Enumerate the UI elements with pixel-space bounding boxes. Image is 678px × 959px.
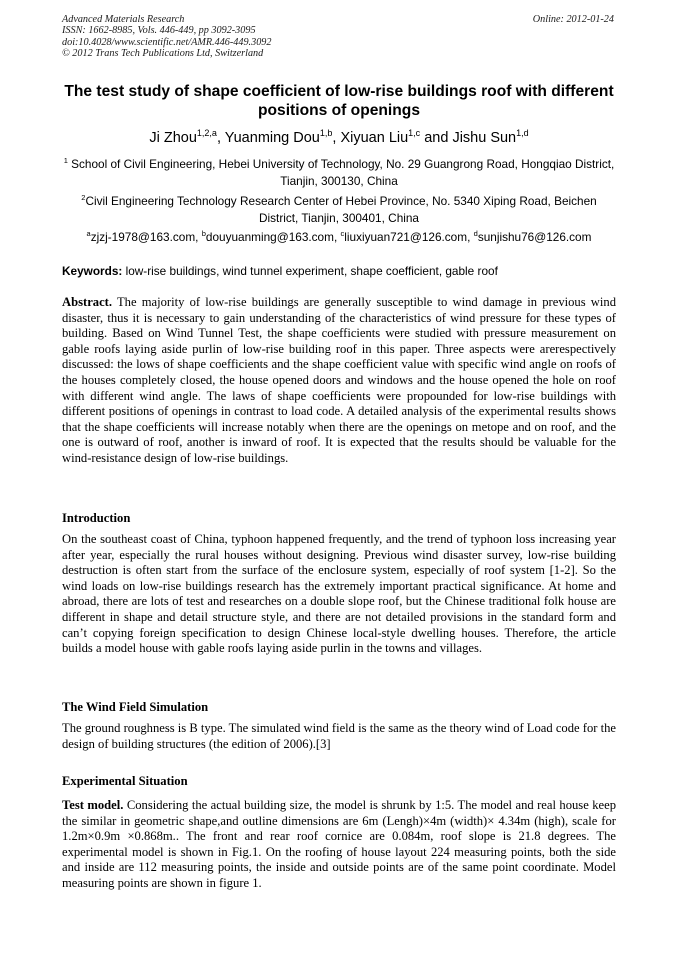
- abstract: [62, 295, 616, 467]
- affiliation-text: School of Civil Engineering, Hebei University of Technology, No. 29 Guangrong Road, Hongqiao District, Tianjin, 300130, China: [67, 157, 615, 188]
- affiliation-mark: 1: [63, 156, 68, 165]
- section-heading-experimental: Experimental Situation: [62, 774, 188, 788]
- email-separator: ,: [195, 230, 202, 244]
- affiliation-2: [62, 193, 616, 226]
- author-separator: and: [420, 130, 453, 146]
- test-model-text: Considering the actual building size, the model is shrunk by 1:5. The model and real house keep the similar in geometric shape,and outline dimensions are 6m (Lengh)×4m (width)× 4.34m (high), scale for 1.2m×0.9m ×0.868m.. The front and rear roof cornice are 0.084m, roof slope is 21.8 degrees. The experimental model is shown in Fig.1. On the roofing of house layout 224 measuring points, both the side and inside are 112 measuring points, the inside and outside points are of the same point coordinate. Model measuring points are shown in figure 1.: [62, 798, 617, 890]
- journal-header: [62, 14, 616, 60]
- online-date: Online: 2012-01-24: [532, 14, 614, 25]
- email-separator: ,: [467, 230, 474, 244]
- author-affil-mark: 1,2,a: [196, 128, 217, 138]
- issn-line: ISSN: 1662-8985, Vols. 446-449, pp 3092-3095: [62, 25, 256, 37]
- affiliation-1: [62, 156, 616, 189]
- test-model-label: Test model.: [62, 798, 124, 812]
- email-separator: ,: [333, 230, 341, 244]
- author-affil-mark: 1,d: [516, 128, 529, 138]
- email-mark: b: [201, 229, 206, 238]
- doi-line: doi:10.4028/www.scientific.net/AMR.446-449.3092: [62, 36, 272, 48]
- copyright-line: © 2012 Trans Tech Publications Ltd, Switzerland: [62, 48, 264, 60]
- author-name: Jishu Sun: [452, 130, 517, 146]
- keywords-label: Keywords:: [62, 264, 123, 278]
- section-heading-introduction: Introduction: [62, 511, 131, 525]
- journal-name: Advanced Materials Research: [62, 14, 185, 25]
- wind-field-paragraph: The ground roughness is B type. The simulated wind field is the same as the theory wind of Load code for the design of building structures (the edition of 2006).[3]: [62, 721, 616, 751]
- author-affil-mark: 1,b: [319, 128, 333, 138]
- abstract-text: The majority of low-rise buildings are generally susceptible to wind damage in previous wind disaster, thus it is necessary to gain understanding of the characteristics of wind pressure for these types of building. Based on Wind Tunnel Test, the shape coefficients were studied with pressure measurement on gable roofs laying aside purlin of low-rise building roof in this paper. Three aspects were arerespectively discussed: the lows of shape coefficients and the shape coefficient value with specific wind angle on roofs of the houses completely closed, the house opened doors and windows and the house opened the hole on roof with different wind angle. The laws of shape coefficients were propounded for low-rise buildings with different positions of openings in contrast to load code. A detailed analysis of the experimental results shows that the shape coefficients will increase notably when there are the openings on metope and on roof, and the one is outward of roof, another is inward of roof. It is expected that the results should be valuable for the wind-resistance design of low-rise buildings.: [62, 295, 616, 465]
- experimental-paragraph: [62, 798, 616, 892]
- email-address: douyuanming@163.com: [205, 230, 334, 244]
- email-address: liuxiyuan721@126.com: [344, 230, 468, 244]
- author-name: Xiyuan Liu: [340, 130, 409, 146]
- email-mark: a: [86, 229, 91, 238]
- paper-title: The test study of shape coefficient of low-rise buildings roof with different positions of openings: [64, 83, 614, 119]
- abstract-label: Abstract.: [62, 295, 113, 309]
- affiliation-mark: 2: [81, 193, 86, 202]
- email-address: zjzj-1978@163.com: [90, 230, 196, 244]
- author-emails: [62, 229, 616, 245]
- keywords: [62, 263, 616, 279]
- author-separator: ,: [216, 130, 225, 146]
- author-affil-mark: 1,c: [408, 128, 421, 138]
- author-list: [62, 128, 616, 148]
- affiliation-text: Civil Engineering Technology Research Center of Hebei Province, No. 5340 Xiping Road, Beichen District, Tianjin, 300401, China: [85, 194, 597, 225]
- email-address: sunjishu76@126.com: [477, 230, 592, 244]
- author-name: Yuanming Dou: [224, 130, 320, 146]
- introduction-paragraph: On the southeast coast of China, typhoon happened frequently, and the trend of typhoon loss increasing year after year, especially the rural houses without designing. Previous wind disaster survey, low-rise building destruction is often start from the surface of the enclosure system, especially of roof system [1-2]. So the wind loads on low-rise buildings research has the extremely important practical significance. At home and abroad, there are lots of test and researches on a double slope roof, but the Chinese traditional folk house are different in shape and detail structure style, and there are not detailed provisions in the standard form and can’t copying foreign specification to design Chinese local-style dwelling houses. Therefore, the article builds a model house with gable roofs laying aside purlin in the towns and villages.: [62, 532, 616, 656]
- author-name: Ji Zhou: [149, 130, 197, 146]
- author-separator: ,: [332, 130, 341, 146]
- section-heading-wind-field: The Wind Field Simulation: [62, 700, 209, 714]
- keywords-text: low-rise buildings, wind tunnel experiment, shape coefficient, gable roof: [122, 264, 498, 278]
- email-mark: d: [473, 229, 478, 238]
- email-mark: c: [340, 229, 345, 238]
